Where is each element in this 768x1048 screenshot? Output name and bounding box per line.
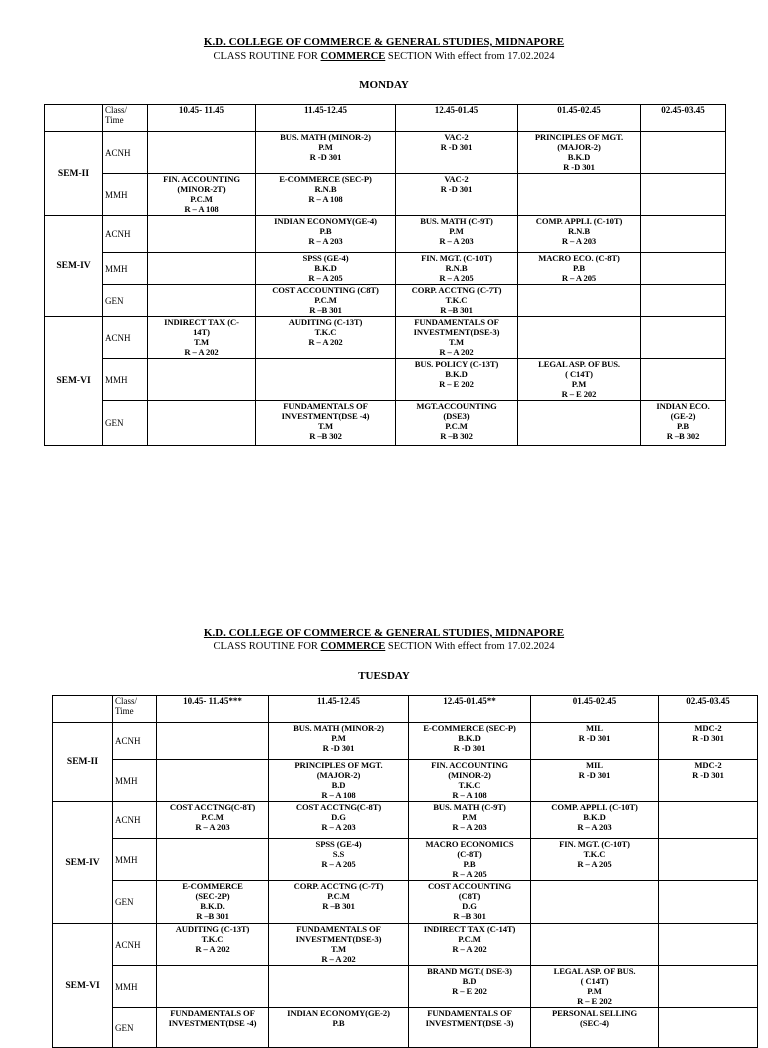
class-cell: INDIAN ECONOMY(GE-4) P.B R – A 203 <box>256 216 396 253</box>
routine-table-monday <box>44 104 726 446</box>
section-label: ACNH <box>103 317 148 359</box>
class-cell: VAC-2 R -D 301 <box>396 174 518 216</box>
day-title-monday: MONDAY <box>359 79 409 91</box>
class-cell: BUS. POLICY (C-13T) B.K.D R – E 202 <box>396 359 518 401</box>
class-cell: BRAND MGT.( DSE-3) B.D R – E 202 <box>409 966 531 1008</box>
class-time-label: Class/ Time <box>103 105 148 132</box>
class-cell: BUS. MATH (C-9T) P.M R – A 203 <box>409 802 531 839</box>
class-cell: COST ACCTNG(C-8T) P.C.M R – A 203 <box>157 802 269 839</box>
class-cell: FIN. ACCOUNTING (MINOR-2T) P.C.M R – A 108 <box>148 174 256 216</box>
class-cell: INDIAN ECONOMY(GE-2) P.B <box>269 1008 409 1048</box>
class-cell <box>659 1008 758 1048</box>
time-header: 02.45-03.45 <box>659 696 758 723</box>
class-time-label: Class/ Time <box>113 696 157 723</box>
time-header: 11.45-12.45 <box>269 696 409 723</box>
section-label: MMH <box>113 839 157 881</box>
section-label: MMH <box>103 253 148 285</box>
class-cell <box>531 881 659 924</box>
class-cell: VAC-2 R -D 301 <box>396 132 518 174</box>
time-header: 10.45- 11.45 <box>148 105 256 132</box>
class-cell <box>659 839 758 881</box>
class-cell <box>157 723 269 760</box>
class-cell <box>641 253 726 285</box>
time-header: 01.45-02.45 <box>518 105 641 132</box>
class-cell <box>148 359 256 401</box>
class-cell: MDC-2 R -D 301 <box>659 760 758 802</box>
class-cell: E-COMMERCE (SEC-2P) B.K.D. R –B 301 <box>157 881 269 924</box>
class-cell <box>148 216 256 253</box>
class-cell: BUS. MATH (C-9T) P.M R – A 203 <box>396 216 518 253</box>
class-cell <box>157 760 269 802</box>
class-cell <box>518 285 641 317</box>
class-cell: FUNDAMENTALS OF INVESTMENT(DSE-3) T.M R – A 202 <box>269 924 409 966</box>
class-cell: INDIRECT TAX (C- 14T) T.M R – A 202 <box>148 317 256 359</box>
class-cell <box>659 966 758 1008</box>
semester-label: SEM-IV <box>45 216 103 317</box>
class-cell <box>518 401 641 446</box>
routine-table-tuesday <box>52 695 758 1048</box>
section-label: ACNH <box>113 802 157 839</box>
class-cell <box>531 924 659 966</box>
routine-subtitle: CLASS ROUTINE FOR COMMERCE SECTION With effect from 17.02.2024 <box>213 641 555 652</box>
section-label: MMH <box>113 760 157 802</box>
class-cell: MACRO ECONOMICS (C-8T) P.B R – A 205 <box>409 839 531 881</box>
college-title: K.D. COLLEGE OF COMMERCE & GENERAL STUDIES, MIDNAPORE <box>203 627 565 639</box>
class-cell: LEGAL ASP. OF BUS. ( C14T) P.M R – E 202 <box>531 966 659 1008</box>
class-cell: FIN. ACCOUNTING (MINOR-2) T.K.C R – A 108 <box>409 760 531 802</box>
semester-label: SEM-II <box>53 723 113 802</box>
section-label: GEN <box>103 401 148 446</box>
time-header: 01.45-02.45 <box>531 696 659 723</box>
college-title: K.D. COLLEGE OF COMMERCE & GENERAL STUDIES, MIDNAPORE <box>203 36 565 48</box>
class-cell: PRINCIPLES OF MGT. (MAJOR-2) B.K.D R -D 301 <box>518 132 641 174</box>
section-label: MMH <box>103 174 148 216</box>
class-cell: FUNDAMENTALS OF INVESTMENT(DSE -4) T.M R –B 302 <box>256 401 396 446</box>
semester-label: SEM-VI <box>53 924 113 1048</box>
semester-label: SEM-II <box>45 132 103 216</box>
section-label: GEN <box>103 285 148 317</box>
semester-label: SEM-IV <box>53 802 113 924</box>
class-cell: PRINCIPLES OF MGT. (MAJOR-2) B.D R – A 108 <box>269 760 409 802</box>
class-cell: FIN. MGT. (C-10T) T.K.C R – A 205 <box>531 839 659 881</box>
class-cell: MIL R -D 301 <box>531 723 659 760</box>
class-cell <box>641 285 726 317</box>
class-cell: COST ACCOUNTING (C8T) D.G R –B 301 <box>409 881 531 924</box>
class-cell: FIN. MGT. (C-10T) R.N.B R – A 205 <box>396 253 518 285</box>
section-label: ACNH <box>113 723 157 760</box>
class-cell: FUNDAMENTALS OF INVESTMENT(DSE-3) T.M R – A 202 <box>396 317 518 359</box>
section-label: ACNH <box>103 216 148 253</box>
class-cell: COST ACCOUNTING (C8T) P.C.M R –B 301 <box>256 285 396 317</box>
class-cell: INDIRECT TAX (C-14T) P.C.M R – A 202 <box>409 924 531 966</box>
class-cell <box>518 174 641 216</box>
class-cell: FUNDAMENTALS OF INVESTMENT(DSE -4) <box>157 1008 269 1048</box>
section-label: GEN <box>113 1008 157 1048</box>
class-cell <box>157 966 269 1008</box>
class-cell <box>641 174 726 216</box>
class-cell: E-COMMERCE (SEC-P) R.N.B R – A 108 <box>256 174 396 216</box>
section-label: ACNH <box>113 924 157 966</box>
class-cell: LEGAL ASP. OF BUS. ( C14T) P.M R – E 202 <box>518 359 641 401</box>
time-header: 12.45-01.45** <box>409 696 531 723</box>
class-cell: AUDITING (C-13T) T.K.C R – A 202 <box>256 317 396 359</box>
section-label: MMH <box>103 359 148 401</box>
class-cell <box>659 802 758 839</box>
class-cell <box>641 216 726 253</box>
class-cell: SPSS (GE-4) S.S R – A 205 <box>269 839 409 881</box>
class-cell <box>148 401 256 446</box>
time-header: 10.45- 11.45*** <box>157 696 269 723</box>
class-cell: MDC-2 R -D 301 <box>659 723 758 760</box>
class-cell: E-COMMERCE (SEC-P) B.K.D R -D 301 <box>409 723 531 760</box>
class-cell: BUS. MATH (MINOR-2) P.M R -D 301 <box>256 132 396 174</box>
section-label: GEN <box>113 881 157 924</box>
class-cell: BUS. MATH (MINOR-2) P.M R -D 301 <box>269 723 409 760</box>
time-header: 02.45-03.45 <box>641 105 726 132</box>
routine-subtitle: CLASS ROUTINE FOR COMMERCE SECTION With effect from 17.02.2024 <box>213 51 555 62</box>
class-cell: AUDITING (C-13T) T.K.C R – A 202 <box>157 924 269 966</box>
time-header: 11.45-12.45 <box>256 105 396 132</box>
section-label: MMH <box>113 966 157 1008</box>
class-cell <box>659 881 758 924</box>
class-cell: FUNDAMENTALS OF INVESTMENT(DSE -3) <box>409 1008 531 1048</box>
class-cell: MIL R -D 301 <box>531 760 659 802</box>
class-cell: PERSONAL SELLING (SEC-4) <box>531 1008 659 1048</box>
class-cell <box>148 285 256 317</box>
class-cell <box>641 359 726 401</box>
class-cell <box>157 839 269 881</box>
corner-cell <box>53 696 113 723</box>
corner-cell <box>45 105 103 132</box>
class-cell <box>518 317 641 359</box>
class-cell <box>256 359 396 401</box>
class-cell: COMP. APPLI. (C-10T) R.N.B R – A 203 <box>518 216 641 253</box>
class-cell <box>641 317 726 359</box>
class-cell <box>148 253 256 285</box>
class-cell: INDIAN ECO. (GE-2) P.B R –B 302 <box>641 401 726 446</box>
class-cell: CORP. ACCTNG (C-7T) T.K.C R –B 301 <box>396 285 518 317</box>
class-cell: COST ACCTNG(C-8T) D.G R – A 203 <box>269 802 409 839</box>
semester-label: SEM-VI <box>45 317 103 446</box>
class-cell: SPSS (GE-4) B.K.D R – A 205 <box>256 253 396 285</box>
class-cell <box>641 132 726 174</box>
class-cell <box>269 966 409 1008</box>
class-cell: MGT.ACCOUNTING (DSE3) P.C.M R –B 302 <box>396 401 518 446</box>
class-cell: MACRO ECO. (C-8T) P.B R – A 205 <box>518 253 641 285</box>
class-cell: CORP. ACCTNG (C-7T) P.C.M R –B 301 <box>269 881 409 924</box>
class-cell <box>659 924 758 966</box>
class-cell: COMP. APPLI. (C-10T) B.K.D R – A 203 <box>531 802 659 839</box>
section-label: ACNH <box>103 132 148 174</box>
class-cell <box>148 132 256 174</box>
day-title-tuesday: TUESDAY <box>358 670 410 682</box>
time-header: 12.45-01.45 <box>396 105 518 132</box>
